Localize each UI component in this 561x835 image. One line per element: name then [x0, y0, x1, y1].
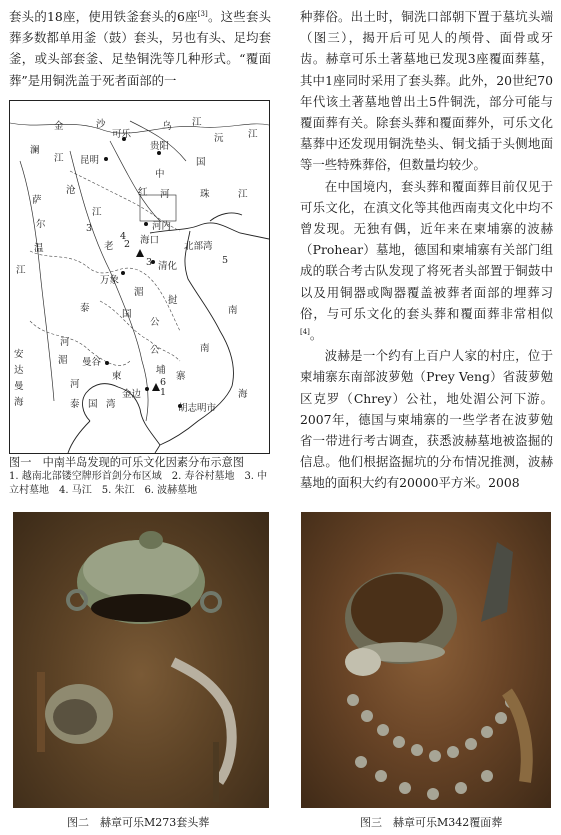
- burial-photo-m342: [301, 512, 551, 808]
- right-paragraph-2: [300, 176, 553, 346]
- figure-3-caption: 图三 赫章可乐M342覆面葬: [360, 816, 503, 829]
- left-paragraph-1: [9, 6, 271, 91]
- map-label: 海: [238, 389, 248, 400]
- map-label: 安: [14, 349, 24, 360]
- map-label: 江: [248, 129, 258, 140]
- map-label: 中: [155, 169, 165, 180]
- left-text-column: [9, 6, 271, 91]
- map-label: 江: [192, 117, 202, 128]
- burial-photo-m273: [13, 512, 269, 808]
- map-label: 北部湾: [184, 241, 213, 252]
- right-paragraph-2-text: 在中国境内，套头葬和覆面葬目前仅见于可乐文化，在滇文化等其他西南夷文化中均不曾发现。无独有偶，近年来在柬埔寨的波赫（Prohear）墓地，德国和柬埔寨有关部门组成的联合考古队发现了将死者头部置于铜鼓中以及用铜器或陶器覆盖被葬者面部的埋葬习俗，与可乐文化的套头葬和覆面葬非常相似: [300, 178, 553, 321]
- map-label: 昆明: [80, 155, 100, 166]
- map-label: 国: [88, 399, 98, 410]
- map-label: 河: [70, 379, 80, 390]
- map-label: 江: [92, 207, 102, 218]
- map-label: 老: [104, 241, 114, 252]
- map-label: 河: [60, 337, 70, 348]
- left-paragraph-1-text: 套头的18座，使用铁釜套头的6座: [9, 9, 198, 24]
- map-label: 6: [160, 377, 167, 388]
- map-label: 4: [120, 231, 127, 242]
- map-label: 胡志明市: [178, 403, 217, 414]
- map-label: 珠: [200, 189, 210, 200]
- map-label: 沙: [96, 119, 106, 130]
- map-label: 江: [16, 265, 26, 276]
- map-label: 公: [150, 345, 160, 356]
- map-label: 河内: [152, 221, 172, 232]
- map-label: 柬: [112, 371, 122, 382]
- footnote-ref-3: [3]: [197, 9, 208, 18]
- map-label: 埔: [156, 365, 166, 376]
- map-label: 曼谷: [82, 357, 102, 368]
- map-label: 贵阳: [150, 141, 170, 152]
- map-label: 江: [238, 189, 248, 200]
- map-label: 南: [228, 305, 238, 316]
- map-label: 公: [150, 317, 160, 328]
- map-label: 沅: [214, 133, 224, 144]
- figure-1-title: 图一 中南半岛发现的可乐文化因素分布示意图: [9, 456, 244, 469]
- map-label: 泰: [70, 399, 80, 410]
- map-label: 1: [160, 387, 167, 398]
- map-label: 曼: [14, 381, 24, 392]
- map-label: 3: [146, 257, 153, 268]
- map-label: 清化: [158, 261, 178, 272]
- right-text-column: [300, 6, 553, 494]
- right-paragraph-1: 种葬俗。出土时，铜洗口部朝下置于墓坑头端（图三），揭开后可见人的颅骨、面骨或牙齿。赫章可乐土著墓地已发现3座覆面葬墓，其中1座同时采用了套头葬。此外，20世纪70年代该土著墓地曾出土5件铜洗，部分可能与覆面葬有关。除套头葬和覆面葬外，可乐文化墓葬中还发现用铜洗垫头、铜戈插于头侧地面等一些特殊葬俗，但数量均较少。: [300, 9, 553, 173]
- figure-1-caption: [9, 456, 271, 498]
- map-label: 江: [54, 153, 64, 164]
- map-label: 寨: [176, 371, 186, 382]
- map-label: 3: [86, 223, 93, 234]
- map-label: 湄: [58, 355, 68, 366]
- right-paragraph-3: 波赫是一个约有上百户人家的村庄，位于柬埔寨东南部波萝勉（Prey Veng）省菠萝勉区克罗（Chrey）公社，地处湄公河下游。2007年，德国与柬埔寨的一些学者在波萝勉省一带进行考古调查，获悉波赫墓地被盗掘的信息。他们根据盗掘坑的分布情况推测，波赫墓地的面积大约有20000平方米。2008: [300, 348, 553, 491]
- map-label: 泰: [80, 303, 90, 314]
- left-paragraph-1-rest: 。这些套头葬多数都单用釜（鼓）套头，另也有头、足均套釜，或头部套釜、足垫铜洗等几种形式。“覆面葬”是用铜洗盖于死者面部的一: [9, 9, 272, 88]
- footnote-ref-4: [4]: [300, 327, 310, 336]
- figure-1-map: [9, 100, 270, 454]
- map-label: 河: [160, 189, 170, 200]
- indochina-map: [10, 101, 269, 453]
- map-label: 澜: [30, 145, 40, 156]
- figure-2-photo: [13, 512, 269, 808]
- map-label: 湾: [106, 399, 116, 410]
- map-label: 国: [122, 309, 132, 320]
- map-label: 金: [54, 121, 64, 132]
- map-label: 可乐: [112, 129, 132, 140]
- map-label: 沧: [66, 185, 76, 196]
- map-label: 萨: [32, 195, 42, 206]
- map-label: 海: [14, 397, 24, 408]
- map-label: 湄: [134, 287, 144, 298]
- map-label: 万象: [100, 275, 120, 286]
- map-label: 5: [222, 255, 229, 266]
- map-label: 海口: [140, 235, 160, 246]
- map-label: 2: [124, 239, 131, 250]
- map-label: 南: [200, 343, 210, 354]
- map-label: 红: [138, 187, 148, 198]
- map-label: 温: [34, 243, 44, 254]
- figure-2-caption: 图二 赫章可乐M273套头葬: [67, 816, 210, 829]
- figure-1-legend: 1. 越南北部镂空牌形首剑分布区域 2. 寿谷村墓地 3. 中立村墓地 4. 马江 5. 朱江 6. 波赫墓地: [9, 471, 268, 496]
- right-paragraph-2-end: 。: [309, 327, 323, 343]
- map-label: 挝: [168, 295, 178, 306]
- figure-3-photo: [301, 512, 551, 808]
- map-label: 尔: [36, 219, 46, 230]
- map-label: 乌: [162, 121, 172, 132]
- map-labels: [14, 117, 258, 414]
- map-label: 达: [14, 365, 24, 376]
- map-label: 国: [196, 157, 206, 168]
- map-label: 金边: [122, 389, 142, 400]
